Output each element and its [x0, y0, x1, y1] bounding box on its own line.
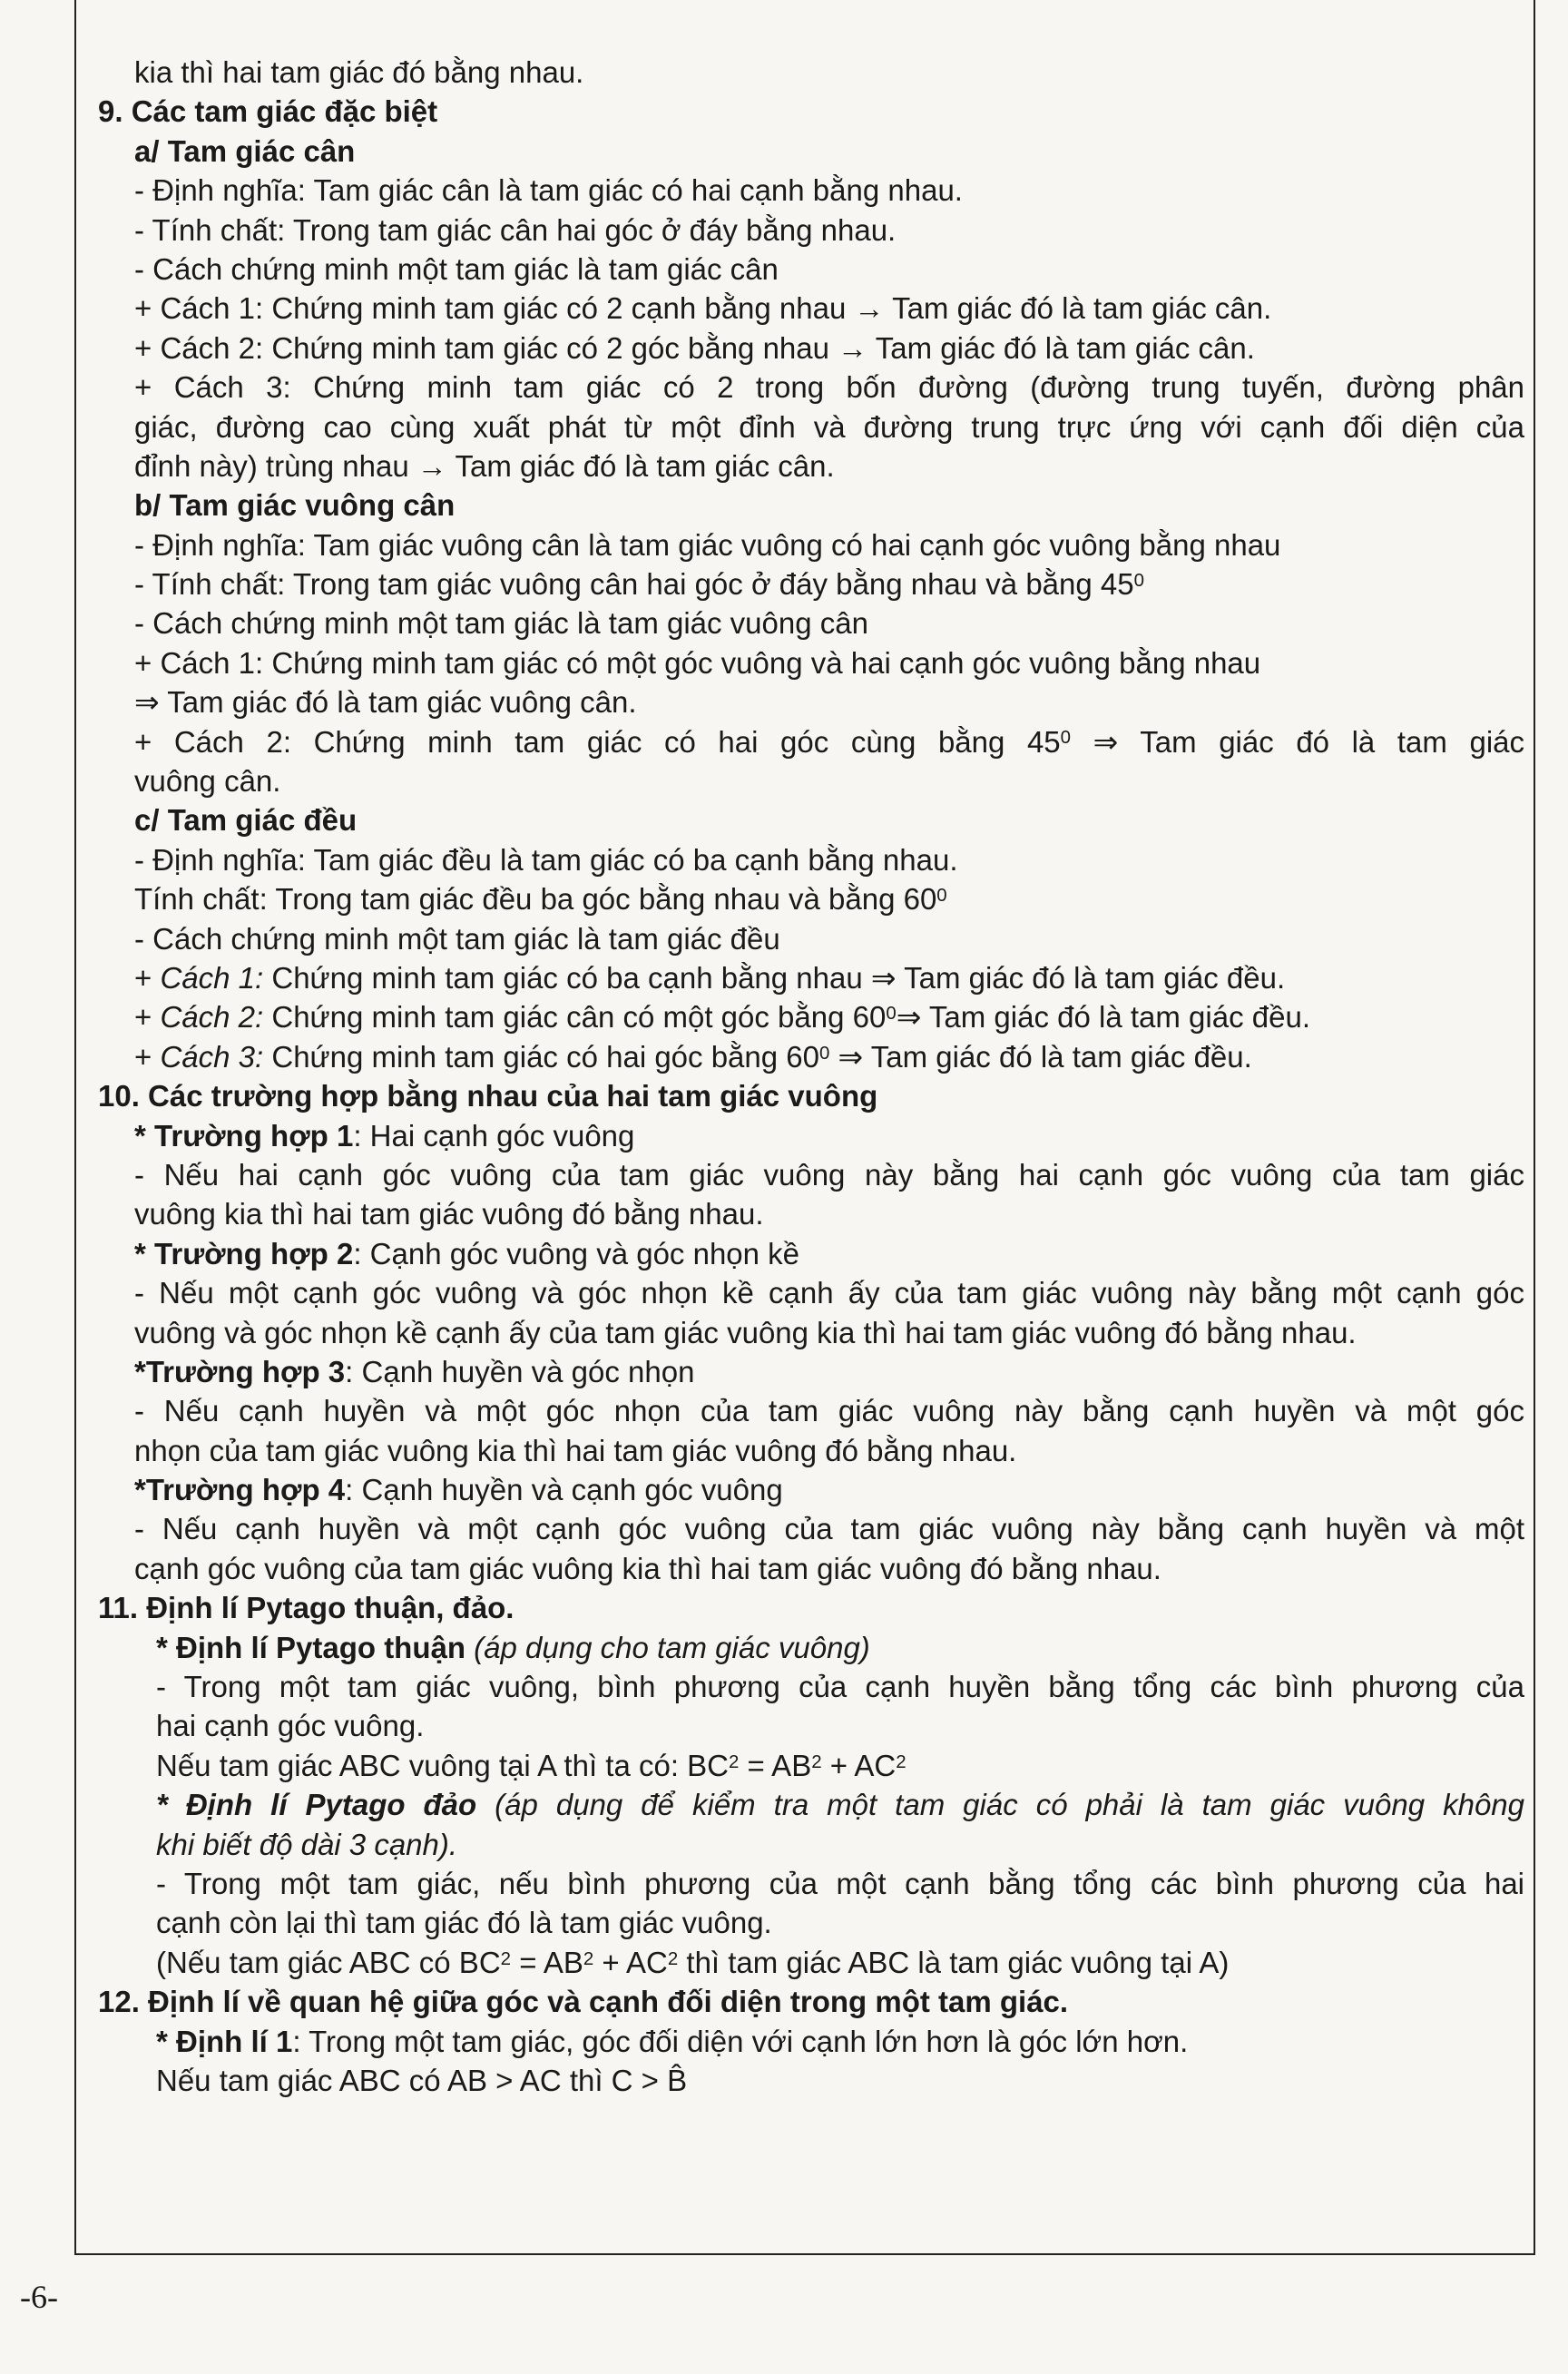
line-text: Nếu tam giác ABC vuông tại A thì ta có: BC: [156, 1748, 730, 1782]
superscript: 2: [729, 1751, 740, 1772]
text-line: [91, 1352, 1524, 1391]
line-text: giác, đường cao cùng xuất phát từ một đỉnh và đường trung trực ứng với cạnh đối diện của: [134, 409, 1524, 444]
text-line: [91, 1116, 1524, 1155]
line-text: - Nếu cạnh huyền và một cạnh góc vuông của tam giác vuông này bằng cạnh huyền và một: [134, 1512, 1524, 1546]
line-prefix: +: [134, 1000, 161, 1035]
text-line: [91, 1628, 1524, 1667]
text-line: [91, 722, 1524, 761]
line-text: : Cạnh góc vuông và góc nhọn kề: [353, 1236, 800, 1270]
line-label: * Trường hợp 2: [134, 1236, 354, 1270]
text-line: [91, 840, 1524, 879]
line-text: + Cách 3: Chứng minh tam giác có 2 trong bốn đường (đường trung tuyến, đường phân: [134, 370, 1524, 405]
text-line: [91, 329, 1524, 368]
line-label: * Định lí 1: [156, 2024, 293, 2058]
line-text: = AB: [739, 1748, 812, 1782]
line-text: Chứng minh tam giác có ba cạnh bằng nhau ⇒ Tam giác đó là tam giác đều.: [263, 960, 1286, 995]
text-line: [91, 1155, 1524, 1194]
section-heading: [91, 132, 1524, 171]
text-line: [91, 171, 1524, 210]
superscript: 0: [1060, 727, 1072, 749]
text-line: [91, 603, 1524, 643]
line-text: : Trong một tam giác, góc đối diện với cạnh lớn hơn là góc lớn hơn.: [292, 2024, 1189, 2058]
line-text: - Cách chứng minh một tam giác là tam giác đều: [134, 921, 780, 956]
page-number: -6-: [20, 2279, 58, 2315]
line-text: = AB: [511, 1945, 583, 1979]
line-text: a/ Tam giác cân: [134, 133, 356, 168]
line-text: cạnh góc vuông của tam giác vuông kia thì hai tam giác vuông đó bằng nhau.: [134, 1551, 1161, 1585]
line-text: (Nếu tam giác ABC có BC: [156, 1945, 501, 1979]
line-text: cạnh còn lại thì tam giác đó là tam giác vuông.: [156, 1906, 772, 1940]
text-line: [91, 564, 1524, 603]
line-text: - Định nghĩa: Tam giác đều là tam giác có ba cạnh bằng nhau.: [134, 842, 958, 877]
line-text: - Định nghĩa: Tam giác vuông cân là tam giác vuông có hai cạnh góc vuông bằng nhau: [134, 527, 1281, 562]
superscript: 2: [583, 1947, 594, 1969]
text-line: [91, 1509, 1524, 1548]
superscript: 0: [936, 885, 947, 906]
line-italic: Cách 3:: [160, 1039, 264, 1074]
line-text: - Trong một tam giác, nếu bình phương của một cạnh bằng tổng các bình phương của hai: [156, 1866, 1524, 1900]
text-line: [91, 1746, 1524, 1785]
text-line: [91, 919, 1524, 958]
text-line: [91, 2022, 1524, 2061]
line-text: 10. Các trường hợp bằng nhau của hai tam giác vuông: [98, 1079, 878, 1113]
line-italic: (áp dụng để kiểm tra một tam giác có phải là tam giác vuông không: [476, 1788, 1524, 1822]
text-line: [91, 1273, 1524, 1312]
line-italic: Cách 1:: [160, 960, 264, 995]
line-text: vuông kia thì hai tam giác vuông đó bằng nhau.: [134, 1197, 764, 1231]
section-heading: [91, 800, 1524, 839]
line-text: Nếu tam giác ABC có AB > AC thì C > B̂: [156, 2063, 688, 2097]
text-line: [91, 1391, 1524, 1430]
line-text: 9. Các tam giác đặc biệt: [98, 94, 438, 129]
line-label: * Định lí Pytago đảo: [156, 1788, 477, 1822]
text-line: [91, 1667, 1524, 1706]
line-text: Tính chất: Trong tam giác đều ba góc bằng nhau và bằng 60: [134, 882, 937, 917]
line-text: ⇒ Tam giác đó là tam giác vuông cân.: [134, 685, 637, 720]
line-text: + Cách 1: Chứng minh tam giác có một góc vuông và hai cạnh góc vuông bằng nhau: [134, 645, 1261, 680]
text-line: [91, 289, 1524, 328]
section-heading: [91, 486, 1524, 525]
line-text: Chứng minh tam giác cân có một góc bằng 60: [263, 1000, 887, 1035]
text-line: [91, 761, 1524, 800]
text-line: [91, 407, 1524, 446]
line-text: - Cách chứng minh một tam giác là tam giác vuông cân: [134, 606, 868, 641]
text-line: [91, 1943, 1524, 1982]
text-line: [91, 2061, 1524, 2100]
text-line: [91, 1549, 1524, 1588]
text-line: [91, 1785, 1524, 1824]
text-line: [91, 1864, 1524, 1903]
text-line: [91, 1903, 1524, 1942]
text-line: [91, 1037, 1524, 1076]
text-line: [91, 1194, 1524, 1233]
text-line: [91, 1470, 1524, 1509]
line-text: : Cạnh huyền và góc nhọn: [345, 1354, 695, 1388]
text-line: [91, 525, 1524, 564]
text-line: [91, 1431, 1524, 1470]
text-line: [91, 446, 1524, 486]
line-text: + AC: [593, 1945, 668, 1979]
superscript: 0: [1133, 569, 1144, 591]
document-body: [91, 53, 1524, 2100]
line-text: - Nếu một cạnh góc vuông và góc nhọn kề cạnh ấy của tam giác vuông này bằng một cạnh góc: [134, 1276, 1524, 1310]
superscript: 2: [896, 1751, 906, 1772]
text-line: [91, 682, 1524, 721]
line-text: thì tam giác ABC là tam giác vuông tại A): [678, 1945, 1230, 1979]
line-text: ⇒ Tam giác đó là tam giác: [1071, 724, 1524, 759]
line-text: đỉnh này) trùng nhau → Tam giác đó là tam giác cân.: [134, 448, 835, 483]
line-text: : Cạnh huyền và cạnh góc vuông: [345, 1473, 783, 1507]
superscript: 2: [500, 1947, 512, 1969]
line-text: - Tính chất: Trong tam giác cân hai góc ở đáy bằng nhau.: [134, 212, 897, 247]
text-line: [91, 368, 1524, 407]
section-heading: [91, 1076, 1524, 1115]
line-label: * Trường hợp 1: [134, 1118, 354, 1153]
text-line: [91, 1234, 1524, 1273]
text-line: [91, 211, 1524, 250]
line-italic: Cách 2:: [160, 1000, 264, 1035]
line-prefix: +: [134, 960, 161, 995]
line-text: 11. Định lí Pytago thuận, đảo.: [98, 1591, 514, 1625]
line-text: ⇒ Tam giác đó là tam giác đều.: [829, 1039, 1252, 1074]
line-text: ⇒ Tam giác đó là tam giác đều.: [896, 1000, 1310, 1035]
line-text: - Cách chứng minh một tam giác là tam giác cân: [134, 251, 779, 286]
line-text: - Tính chất: Trong tam giác vuông cân hai góc ở đáy bằng nhau và bằng 45: [134, 567, 1134, 602]
text-line: [91, 1313, 1524, 1352]
line-label: *Trường hợp 3: [134, 1354, 346, 1388]
line-text: - Định nghĩa: Tam giác cân là tam giác có hai cạnh bằng nhau.: [134, 173, 963, 208]
line-text: + Cách 2: Chứng minh tam giác có hai góc cùng bằng 45: [134, 724, 1061, 759]
text-line: [91, 879, 1524, 918]
text-line: [91, 1706, 1524, 1745]
text-line: [91, 997, 1524, 1036]
line-text: + Cách 1: Chứng minh tam giác có 2 cạnh bằng nhau → Tam giác đó là tam giác cân.: [134, 291, 1272, 326]
line-text: nhọn của tam giác vuông kia thì hai tam giác vuông đó bằng nhau.: [134, 1433, 1017, 1467]
line-text: + Cách 2: Chứng minh tam giác có 2 góc bằng nhau → Tam giác đó là tam giác cân.: [134, 330, 1255, 365]
superscript: 2: [811, 1751, 822, 1772]
text-line: [91, 958, 1524, 997]
line-prefix: +: [134, 1039, 161, 1074]
text-line: [91, 53, 1524, 92]
line-italic: khi biết độ dài 3 cạnh).: [156, 1827, 458, 1861]
superscript: 0: [886, 1003, 897, 1025]
section-heading: [91, 1588, 1524, 1627]
line-text: c/ Tam giác đều: [134, 803, 358, 838]
line-text: - Trong một tam giác vuông, bình phương của cạnh huyền bằng tổng các bình phương của: [156, 1670, 1524, 1704]
line-text: 12. Định lí về quan hệ giữa góc và cạnh đối diện trong một tam giác.: [98, 1985, 1069, 2019]
line-label: *Trường hợp 4: [134, 1473, 346, 1507]
superscript: 0: [818, 1042, 830, 1064]
superscript: 2: [667, 1947, 679, 1969]
text-line: [91, 250, 1524, 289]
line-text: hai cạnh góc vuông.: [156, 1709, 425, 1743]
text-line: [91, 1825, 1524, 1864]
line-text: + AC: [821, 1748, 897, 1782]
line-italic: (áp dụng cho tam giác vuông): [466, 1630, 870, 1664]
line-label: * Định lí Pytago thuận: [156, 1630, 466, 1664]
line-text: kia thì hai tam giác đó bằng nhau.: [134, 55, 584, 89]
line-text: vuông cân.: [134, 764, 281, 799]
line-text: vuông và góc nhọn kề cạnh ấy của tam giác vuông kia thì hai tam giác vuông đó bằng nhau.: [134, 1315, 1357, 1349]
line-text: - Nếu hai cạnh góc vuông của tam giác vuông này bằng hai cạnh góc vuông của tam giác: [134, 1157, 1524, 1192]
line-text: : Hai cạnh góc vuông: [353, 1118, 635, 1153]
section-heading: [91, 1982, 1524, 2021]
line-text: - Nếu cạnh huyền và một góc nhọn của tam giác vuông này bằng cạnh huyền và một góc: [134, 1394, 1524, 1428]
text-line: [91, 643, 1524, 682]
section-heading: [91, 92, 1524, 131]
line-text: b/ Tam giác vuông cân: [134, 488, 456, 523]
line-text: Chứng minh tam giác có hai góc bằng 60: [263, 1039, 819, 1074]
